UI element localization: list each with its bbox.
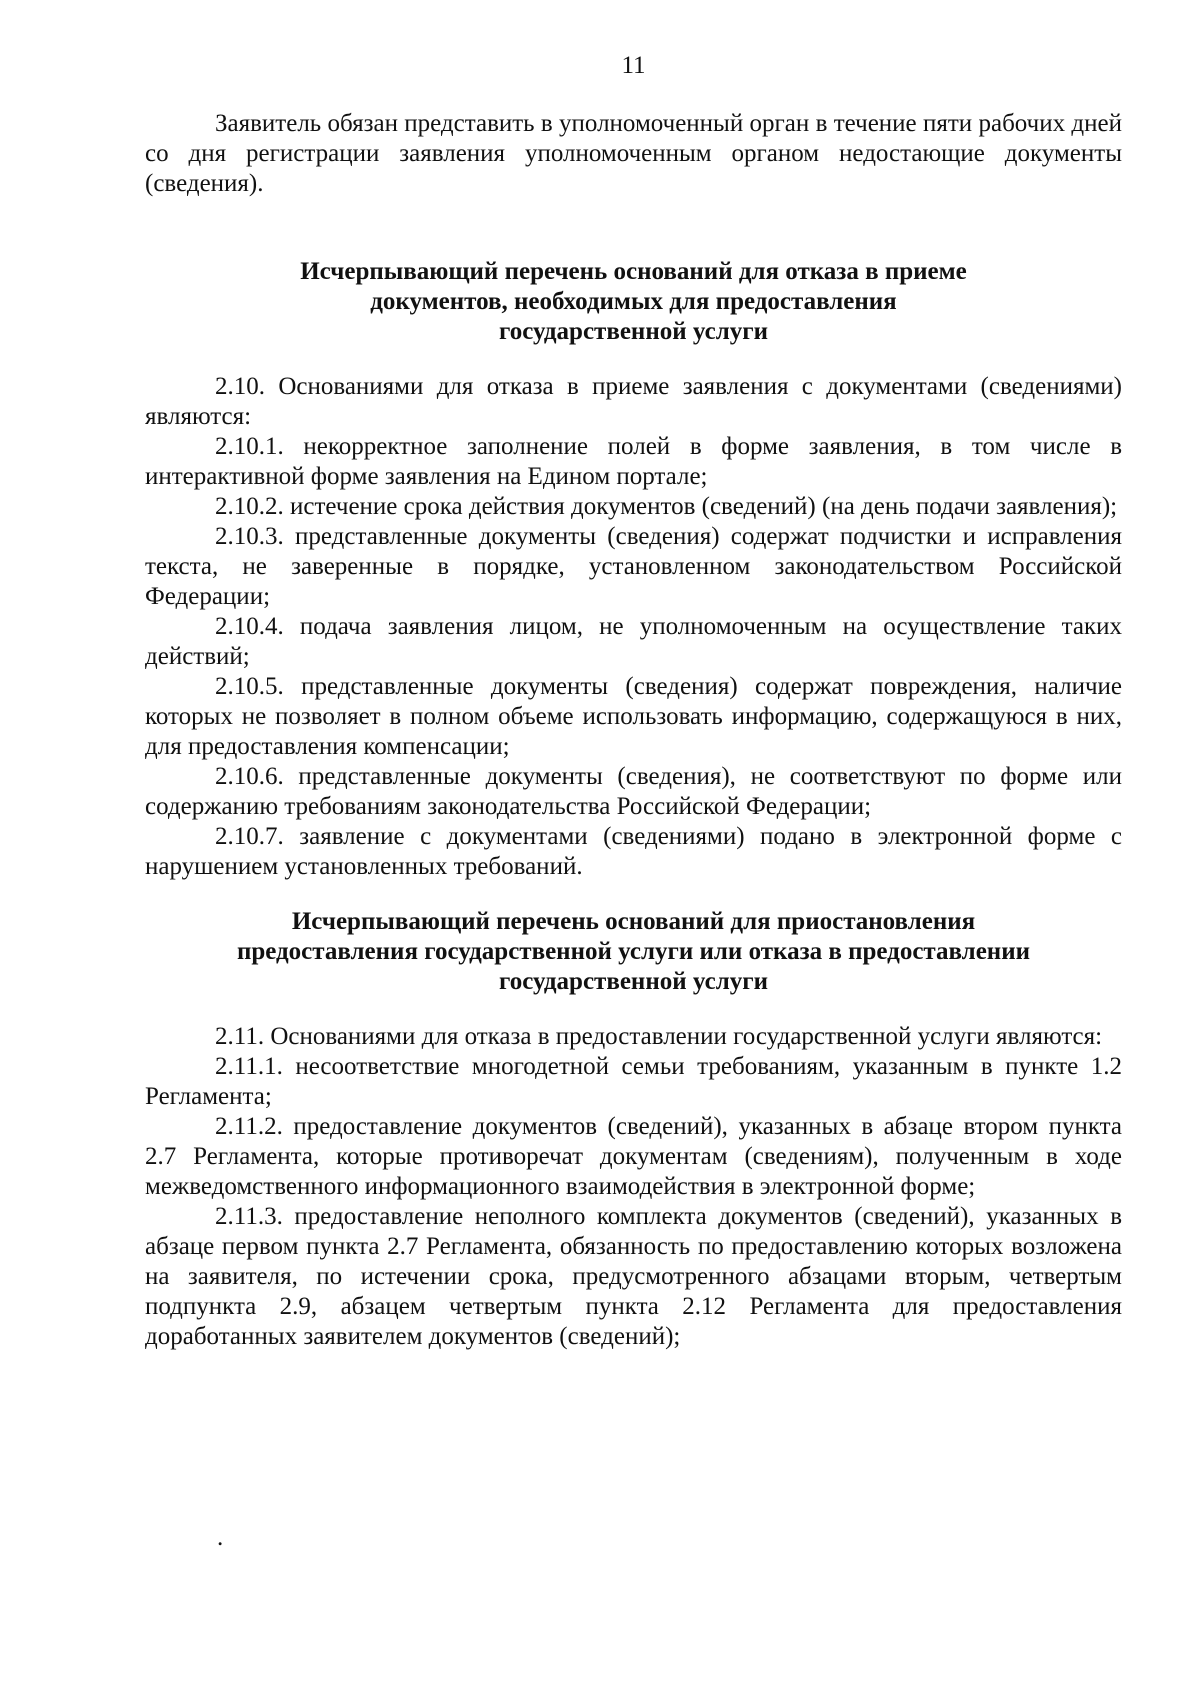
section-1-heading	[145, 257, 1122, 347]
section-2-heading-line-1: Исчерпывающий перечень оснований для приостановления	[291, 908, 976, 935]
section-1-heading-line-3: государственной услуги	[498, 318, 769, 345]
clause-2-11: 2.11. Основаниями для отказа в предоставлении государственной услуги являются:	[215, 1023, 1103, 1050]
clause-2-11-3: 2.11.3. предоставление неполного комплекта документов (сведений), указанных в абзаце первом пункта 2.7 Регламента, обязанность по предоставлению которых возложена на заявителя, по истечении срока, предусмотренного абзацами вторым, четвертым подпункта 2.9, абзацем четвертым пункта 2.12 Регламента для предоставления доработанных заявителем документов (сведений);	[145, 1203, 1122, 1350]
clause-2-10-7: 2.10.7. заявление с документами (сведениями) подано в электронной форме с нарушением установленных требований.	[145, 823, 1122, 880]
section-1-heading-line-1: Исчерпывающий перечень оснований для отказа в приеме	[300, 258, 967, 285]
clause-2-10-2: 2.10.2. истечение срока действия документов (сведений) (на день подачи заявления);	[215, 493, 1118, 520]
page-number: 11	[621, 52, 646, 79]
clause-2-10-1: 2.10.1. некорректное заполнение полей в форме заявления, в том числе в интерактивной форме заявления на Едином портале;	[145, 433, 1122, 490]
clause-2-10-5: 2.10.5. представленные документы (сведения) содержат повреждения, наличие которых не позволяет в полном объеме использовать информацию, содержащуюся в них, для предоставления компенсации;	[145, 673, 1122, 760]
section-1-body	[145, 372, 1122, 882]
clause-2-10-4: 2.10.4. подача заявления лицом, не уполномоченным на осуществление таких действий;	[145, 613, 1122, 670]
section-2-heading	[145, 907, 1122, 997]
trailing-mark: .	[217, 1524, 224, 1551]
clause-2-11-2: 2.11.2. предоставление документов (сведений), указанных в абзаце втором пункта 2.7 Регламента, которые противоречат документам (сведениям), полученным в ходе межведомственного информационного взаимодействия в электронной форме;	[145, 1113, 1122, 1200]
clause-2-10-3: 2.10.3. представленные документы (сведения) содержат подчистки и исправления текста, не заверенные в порядке, установленном законодательством Российской Федерации;	[145, 523, 1122, 610]
section-2-body	[145, 1022, 1122, 1352]
section-2-heading-line-3: государственной услуги	[498, 968, 769, 995]
clause-2-10-6: 2.10.6. представленные документы (сведения), не соответствуют по форме или содержанию требованиям законодательства Российской Федерации;	[145, 763, 1122, 820]
section-1-heading-line-2: документов, необходимых для предоставления	[370, 288, 897, 315]
intro-paragraph: Заявитель обязан представить в уполномоченный орган в течение пяти рабочих дней со дня регистрации заявления уполномоченным органом недостающие документы (сведения).	[145, 110, 1122, 197]
section-2-heading-line-2: предоставления государственной услуги или отказа в предоставлении	[236, 938, 1031, 965]
intro-block	[145, 109, 1122, 199]
clause-2-10: 2.10. Основаниями для отказа в приеме заявления с документами (сведениями) являются:	[145, 373, 1122, 430]
clause-2-11-1: 2.11.1. несоответствие многодетной семьи требованиям, указанным в пункте 1.2 Регламента;	[145, 1053, 1122, 1110]
